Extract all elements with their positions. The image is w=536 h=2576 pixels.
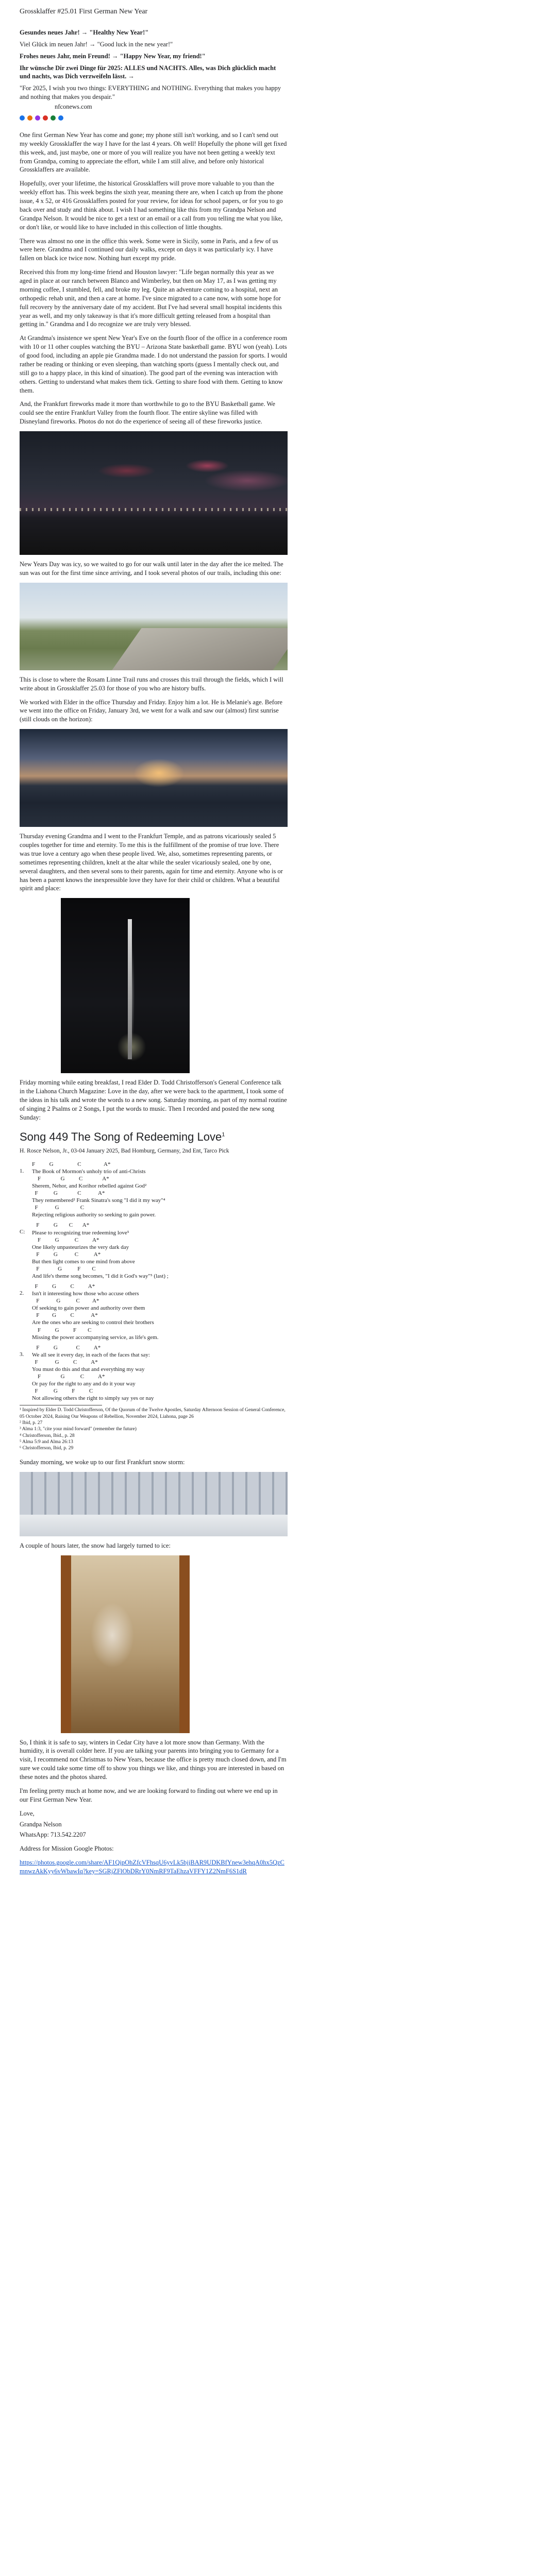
wish-quote: "For 2025, I wish you two things: EVERYTHING and NOTHING. Everything that makes you happy and nothing that makes you despair." xyxy=(20,84,281,101)
chord-line: F G C A* xyxy=(32,1359,98,1365)
temple-photo xyxy=(61,898,190,1073)
footnote: ⁵ Alma 5:9 and Alma 26:13 xyxy=(20,1439,73,1445)
lyric-line: One likely unpasteurizes the very dark day xyxy=(32,1244,129,1250)
source-site: nfconews.com xyxy=(55,103,92,111)
lyric-line: We all see it every day, in each of the faces that say: xyxy=(32,1351,150,1358)
chord-line: F G C A* xyxy=(32,1176,109,1182)
ice-window-photo xyxy=(61,1555,190,1733)
share-icon[interactable] xyxy=(27,115,32,121)
verse-body xyxy=(32,1161,288,1219)
chord-line: F G C A* xyxy=(32,1283,95,1290)
chord-line: F G C xyxy=(32,1205,85,1211)
share-icon[interactable] xyxy=(20,115,25,121)
lyric-line: Please to recognizing true redeeming love⁵ xyxy=(32,1229,129,1236)
greeting-line: Ihr wünsche Dir zwei Dinge für 2025: ALLES und NACHTS. Alles, was Dich glücklich macht und nachts, was Dich verzweifeln lässt. → xyxy=(20,64,276,80)
lyric-line: Not allowing others the right to simply say yes or nay xyxy=(32,1395,154,1402)
lyric-line: Are the ones who are seeking to control their brothers xyxy=(32,1319,154,1326)
chord-line: F G C A* xyxy=(32,1344,101,1351)
share-icon[interactable] xyxy=(58,115,63,121)
verse-body xyxy=(32,1222,288,1280)
body-paragraph: A couple of hours later, the snow had largely turned to ice: xyxy=(20,1541,171,1549)
body-paragraph: Thursday evening Grandma and I went to the Frankfurt Temple, and as patrons vicariously sealed 5 couples together for time and eternity. To me this is the fulfillment of the promise of true love. There was true love a century ago when these people lived. We, also, sometimes representing parents, or sometimes representing children, knelt at the altar while the sealer vicariously sealed, one by one, several daughters, and then several sons to their parents, again for time and eternity. Anyone who is or has been a parent knows the inexpressible love they have for their child or children. What a beautiful spirit and place: xyxy=(20,833,283,892)
body-paragraph: And, the Frankfurt fireworks made it more than worthwhile to go to the BYU Basketball game. We could see the entire Frankfurt Valley from the fourth floor. The entire skyline was filled with Disneyland fireworks. Photos do not do the experience of seeing all of these fireworks justice. xyxy=(20,400,275,426)
greeting-line: Frohes neues Jahr, mein Freund! → "Happy New Year, my friend!" xyxy=(20,52,206,60)
signature-love: Love, xyxy=(20,1809,35,1817)
body-paragraph: This is close to where the Rosam Linne Trail runs and crosses this trail through the fields, which I will write about in Grossklaffer 25.03 for those of you who are history buffs. xyxy=(20,675,283,692)
song-verse xyxy=(20,1344,288,1402)
email-subject: Grossklaffer #25.01 First German New Year xyxy=(20,8,148,15)
body-paragraph: At Grandma's insistence we spent New Year's Eve on the fourth floor of the office in a conference room with 10 or 11 other couples watching the BYU – Arizona State basketball game. BYU won (yeah). Lots of good food, including an apple pie Grandma made. I do not understand the passion for sports. I would rather be reading or thinking or even sleeping, than watching sports (guess I mentally check out, and still go to a happy place, in this kind of situation). The good part of the evening was interaction with others. Getting to understand what makes them tick. Getting to share food with them. Getting to know them. xyxy=(20,334,288,394)
body-paragraph: New Years Day was icy, so we waited to go for our walk until later in the day after the ice melted. The sun was out for the first time since arriving, and I took several photos of our trails, including this one: xyxy=(20,561,283,577)
greeting-line: Gesundes neues Jahr! → "Healthy New Year!" xyxy=(20,28,149,36)
fireworks-photo xyxy=(20,431,288,555)
chord-line: F G C A* xyxy=(32,1236,99,1243)
body-paragraph: There was almost no one in the office this week. Some were in Sicily, some in Paris, and a few of us were here. Grandma and I continued our daily walks, except on days it was particularly icy. I have fallen on black ice twice now. Nothing hurt except my pride. xyxy=(20,237,278,262)
lyric-line: The Book of Mormon's unholy trio of anti-Christs xyxy=(32,1168,146,1175)
verse-number: 1. xyxy=(20,1167,24,1174)
song-meta: H. Rosce Nelson, Jr., 03-04 January 2025, Bad Homburg, Germany, 2nd Ent, Tarco Pick xyxy=(20,1148,229,1155)
trail-photo xyxy=(20,583,288,670)
share-icons-row xyxy=(20,115,288,121)
verse-number: C: xyxy=(20,1229,25,1235)
footnote: ¹ Inspired by Elder D. Todd Christofferson, Of the Quorum of the Twelve Apostles, Saturday Afternoon Session of General Conference, 05 October 2024, Raising Our Weapons of Rebellion, November 2024, Liahona, page 26 xyxy=(20,1408,286,1419)
sunrise-photo xyxy=(20,729,288,827)
footnote: ³ Alma 1:3, "cite your mind forward" (remember the future) xyxy=(20,1427,137,1432)
chord-line: F G F C xyxy=(32,1327,92,1333)
footnote: ⁴ Christofferson, Ibid., p. 28 xyxy=(20,1433,75,1438)
song-verse xyxy=(20,1222,288,1280)
verse-body xyxy=(32,1344,288,1402)
lyric-line: Sherem, Nehor, and Korihor rebelled against God² xyxy=(32,1183,147,1190)
share-icon[interactable] xyxy=(35,115,40,121)
body-paragraph: We worked with Elder in the office Thursday and Friday. Enjoy him a lot. He is Melanie's age. Before we went into the office on Friday, January 3rd, we went for a walk and saw our (almost) first sunrise (still clouds on the horizon): xyxy=(20,698,282,723)
body-paragraph: One first German New Year has come and gone; my phone still isn't working, and so I can't send out my weekly Grossklaffer the way I have for the last 4 years. Oh well! Hopefully the phone will get fixed this week, and, just maybe, one or more of you will realize you have not been getting a weekly text from Grandpa, coming to appreciate the effort, while I am still alive, and before only historical Grossklaffers are available. xyxy=(20,131,287,174)
chord-line: F G C A* xyxy=(32,1251,101,1258)
verse-number: 2. xyxy=(20,1290,24,1297)
chord-line: F G C A* xyxy=(32,1161,111,1167)
body-paragraph: I'm feeling pretty much at home now, and we are looking forward to finding out where we end up in our First German New Year. xyxy=(20,1787,278,1803)
email-page xyxy=(0,7,536,1876)
signature-whatsapp: WhatsApp: 713.542.2207 xyxy=(20,1831,86,1839)
signature-block xyxy=(20,1809,288,1840)
email-body xyxy=(0,7,288,1876)
song-title: Song 449 The Song of Redeeming Love$^1$ xyxy=(20,1130,225,1143)
chord-line: F G C A* xyxy=(32,1312,98,1319)
body-paragraph: So, I think it is safe to say, winters in Cedar City have a lot more snow than Germany. With the humidity, it is overall colder here. If you are talking your parents into bringing you to Germany for a visit, I recommend not Christmas to New Years, because the office is pretty much closed down, and I'm sure we could take some time off to show you things we like, and things you are interested in based on these notes and the photos shared. xyxy=(20,1738,287,1781)
lyric-line: Isn't it interesting how those who accuse others xyxy=(32,1291,139,1297)
song-verse xyxy=(20,1161,288,1219)
chord-line: F G F C xyxy=(32,1265,96,1272)
snowstorm-photo xyxy=(20,1472,288,1536)
lyric-line: Rejecting religious authority so seeking to gain power. xyxy=(32,1212,156,1218)
google-photos-link[interactable]: https://photos.google.com/share/AF1QipOhZfcVFhsqU6yvLk5bjjBAR9UDKBfYnew3ehqA0hx5QzCmnwzAkKyy6vWbawIq?key=SGRjZFlObDRrY0NmRF9TaEhzaVFFY1Z2NmF6S1dR xyxy=(20,1859,284,1875)
verse-number: 3. xyxy=(20,1351,24,1358)
chord-line: F G C A* xyxy=(32,1298,99,1304)
lyric-line: You must do this and that and everything my way xyxy=(32,1366,145,1372)
song-footnotes xyxy=(20,1405,286,1451)
song-sheet xyxy=(20,1161,288,1402)
body-paragraph: Friday morning while eating breakfast, I read Elder D. Todd Christofferson's General Conference talk in the Liahona Church Magazine: Love in the day, after we were back to the apartment, I took some of the ideas in his talk and wrote the words to a new song. Saturday morning, as part of my normal routine of singing 2 Psalms or 2 Songs, I put the words to music. Then I recorded and posted the new song Sunday: xyxy=(20,1079,287,1121)
body-paragraph: Hopefully, over your lifetime, the historical Grossklaffers will prove more valuable to you than the weekly effort has. This week begins the sixth year, meaning there are, when I catch up from the phone issue, 4 x 52, or 416 Grossklaffers posted for your review, for ideas for school papers, or for you to go back over and study and think about. I wish I had something like this from my Grandpa Nelson and Grandpa Nelson. It would be nice to get a text or an email or a call from you telling me what you like, or don't like, or would like to have included in this collection of little thoughts. xyxy=(20,180,283,231)
lyric-line: Of seeking to gain power and authority over them xyxy=(32,1305,145,1312)
body-paragraph: Sunday morning, we woke up to our first Frankfurt snow storm: xyxy=(20,1458,185,1466)
lyric-line: Or pay for the right to any and do it your way xyxy=(32,1381,136,1387)
signature-name: Grandpa Nelson xyxy=(20,1820,62,1828)
chord-line: F G C A* xyxy=(32,1190,105,1197)
lyric-line: Missing the power accompanying service, as life's gem. xyxy=(32,1334,159,1341)
lyric-line: And life's theme song becomes, "I did it God's way"⁵ (last) ; xyxy=(32,1273,169,1280)
greetings-block xyxy=(20,28,288,81)
song-verse xyxy=(20,1283,288,1341)
chord-line: F G C A* xyxy=(32,1374,105,1380)
body-paragraph: Received this from my long-time friend and Houston lawyer: "Life began normally this year as we aged in place at our ranch between Blanco and Wimberley, but then on May 17, as I was getting my morning coffee, I stumbled, fell, and broke my leg. Quite an adventure coming to a hospital, next an orthopedic rehab unit, and then a care at home. I've since migrated to a cane now, with some hope for full recovery by the anniversary date of my accident. But I've had several small hospital incidents this year as well, and my only takeaway is that it's more difficult getting released from a hospital than getting in." Grandma and I do recognize we are truly very blessed. xyxy=(20,268,282,328)
chord-line: F G C A* xyxy=(32,1222,90,1229)
footnote: ⁶ Christofferson, Ibid, p. 29 xyxy=(20,1446,74,1451)
chord-line: F G F C xyxy=(32,1388,93,1395)
share-icon[interactable] xyxy=(43,115,48,121)
address-label: Address for Mission Google Photos: xyxy=(20,1845,114,1853)
greeting-line: Viel Glück im neuen Jahr! → "Good luck in the new year!" xyxy=(20,40,173,48)
verse-body xyxy=(32,1283,288,1341)
share-icon[interactable] xyxy=(51,115,56,121)
footnote: ² Ibid, p. 27 xyxy=(20,1420,43,1426)
lyric-line: They remembered² Frank Sinatra's song "I did it my way"⁴ xyxy=(32,1197,165,1204)
lyric-line: But then light comes to one mind from above xyxy=(32,1258,135,1265)
